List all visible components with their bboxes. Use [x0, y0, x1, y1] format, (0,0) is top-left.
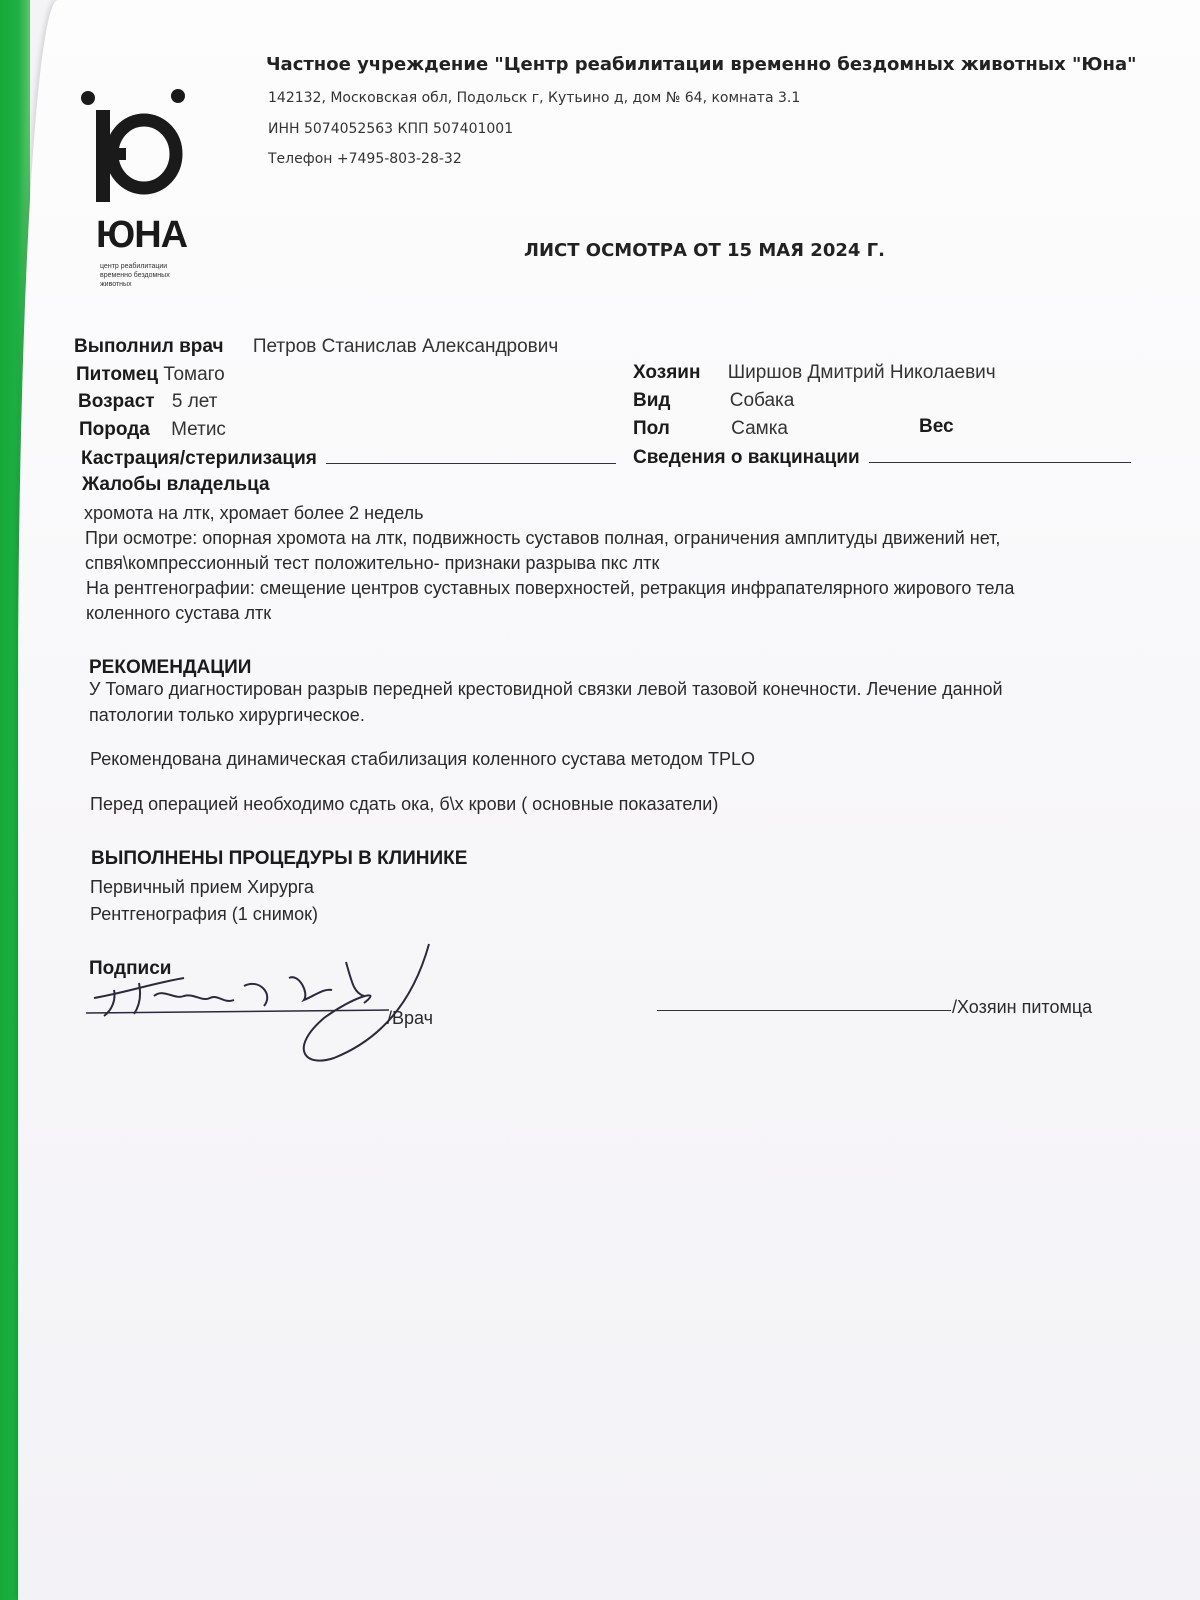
sex-field — [633, 418, 788, 440]
document-title: ЛИСТ ОСМОТРА ОТ 15 МАЯ 2024 Г. — [524, 240, 885, 261]
species-label: Вид — [633, 390, 671, 411]
signatures-heading: Подписи — [89, 958, 172, 979]
castration-blank-line — [326, 447, 616, 464]
doctor-field — [74, 336, 558, 358]
doctor-role-label: /Врач — [387, 1008, 434, 1028]
age-label: Возраст — [78, 391, 155, 412]
exam-text-line2: спвя\компрессионный тест положительно- признаки разрыва пкс лтк — [85, 553, 660, 573]
organization-phone: Телефон +7495-803-28-32 — [268, 151, 462, 167]
procedure-item: Первичный прием Хирурга — [90, 877, 314, 897]
pet-value: Томаго — [163, 364, 225, 385]
sex-label: Пол — [633, 418, 670, 439]
castration-field — [81, 447, 616, 470]
weight-field — [919, 416, 954, 438]
breed-label: Порода — [79, 419, 150, 440]
breed-value: Метис — [171, 419, 226, 440]
castration-label: Кастрация/стерилизация — [81, 448, 317, 469]
procedure-item: Рентгенография (1 снимок) — [90, 904, 318, 924]
pet-label: Питомец — [76, 364, 159, 385]
doctor-value: Петров Станислав Александрович — [252, 336, 559, 357]
owner-signature-line — [657, 1010, 951, 1011]
doctor-label: Выполнил врач — [74, 336, 224, 357]
recommendations-line4: Перед операцией необходимо сдать ока, б\х крови ( основные показатели) — [90, 794, 719, 814]
xray-text-line1: На рентгенографии: смещение центров суставных поверхностей, ретракция инфрапателярного жирового тела — [86, 578, 1015, 598]
recommendations-line3: Рекомендована динамическая стабилизация коленного сустава методом TPLO — [90, 749, 756, 769]
owner-field — [633, 362, 996, 384]
logo-subtitle: центр реабилитации временно бездомных животных — [100, 263, 170, 288]
species-value: Собака — [729, 390, 795, 411]
vaccination-label: Сведения о вакцинации — [633, 447, 860, 468]
xray-text-line2: коленного сустава лтк — [86, 603, 272, 623]
age-field — [78, 391, 217, 413]
vaccination-field — [633, 446, 1131, 469]
exam-text-line1: При осмотре: опорная хромота на лтк, подвижность суставов полная, ограничения амплитуды движений нет, — [85, 528, 1001, 548]
organization-name: Частное учреждение "Центр реабилитации временно бездомных животных "Юна" — [266, 54, 1137, 75]
owner-label: Хозяин — [633, 362, 701, 383]
recommendations-line2: патологии только хирургическое. — [89, 705, 365, 725]
owner-role-label: /Хозяин питомца — [952, 997, 1093, 1017]
logo-wordmark: ЮНА — [96, 214, 188, 256]
procedures-heading: ВЫПОЛНЕНЫ ПРОЦЕДУРЫ В КЛИНИКЕ — [91, 848, 468, 869]
breed-field — [79, 419, 226, 441]
species-field — [633, 390, 794, 412]
organization-address: 142132, Московская обл, Подольск г, Кутьино д, дом № 64, комната 3.1 — [268, 90, 801, 106]
weight-label: Вес — [919, 416, 954, 437]
recommendations-line1: У Томаго диагностирован разрыв передней крестовидной связки левой тазовой конечности. Лечение данной — [89, 679, 1003, 699]
complaints-heading: Жалобы владельца — [82, 474, 270, 495]
complaints-text: хромота на лтк, хромает более 2 недель — [84, 503, 424, 523]
organization-inn: ИНН 5074052563 КПП 507401001 — [268, 121, 514, 137]
vaccination-blank-line — [869, 446, 1131, 463]
owner-value: Ширшов Дмитрий Николаевич — [727, 362, 996, 383]
sex-value: Самка — [731, 418, 789, 439]
age-value: 5 лет — [171, 391, 218, 412]
recommendations-heading: РЕКОМЕНДАЦИИ — [89, 657, 252, 678]
pet-field — [76, 364, 225, 386]
